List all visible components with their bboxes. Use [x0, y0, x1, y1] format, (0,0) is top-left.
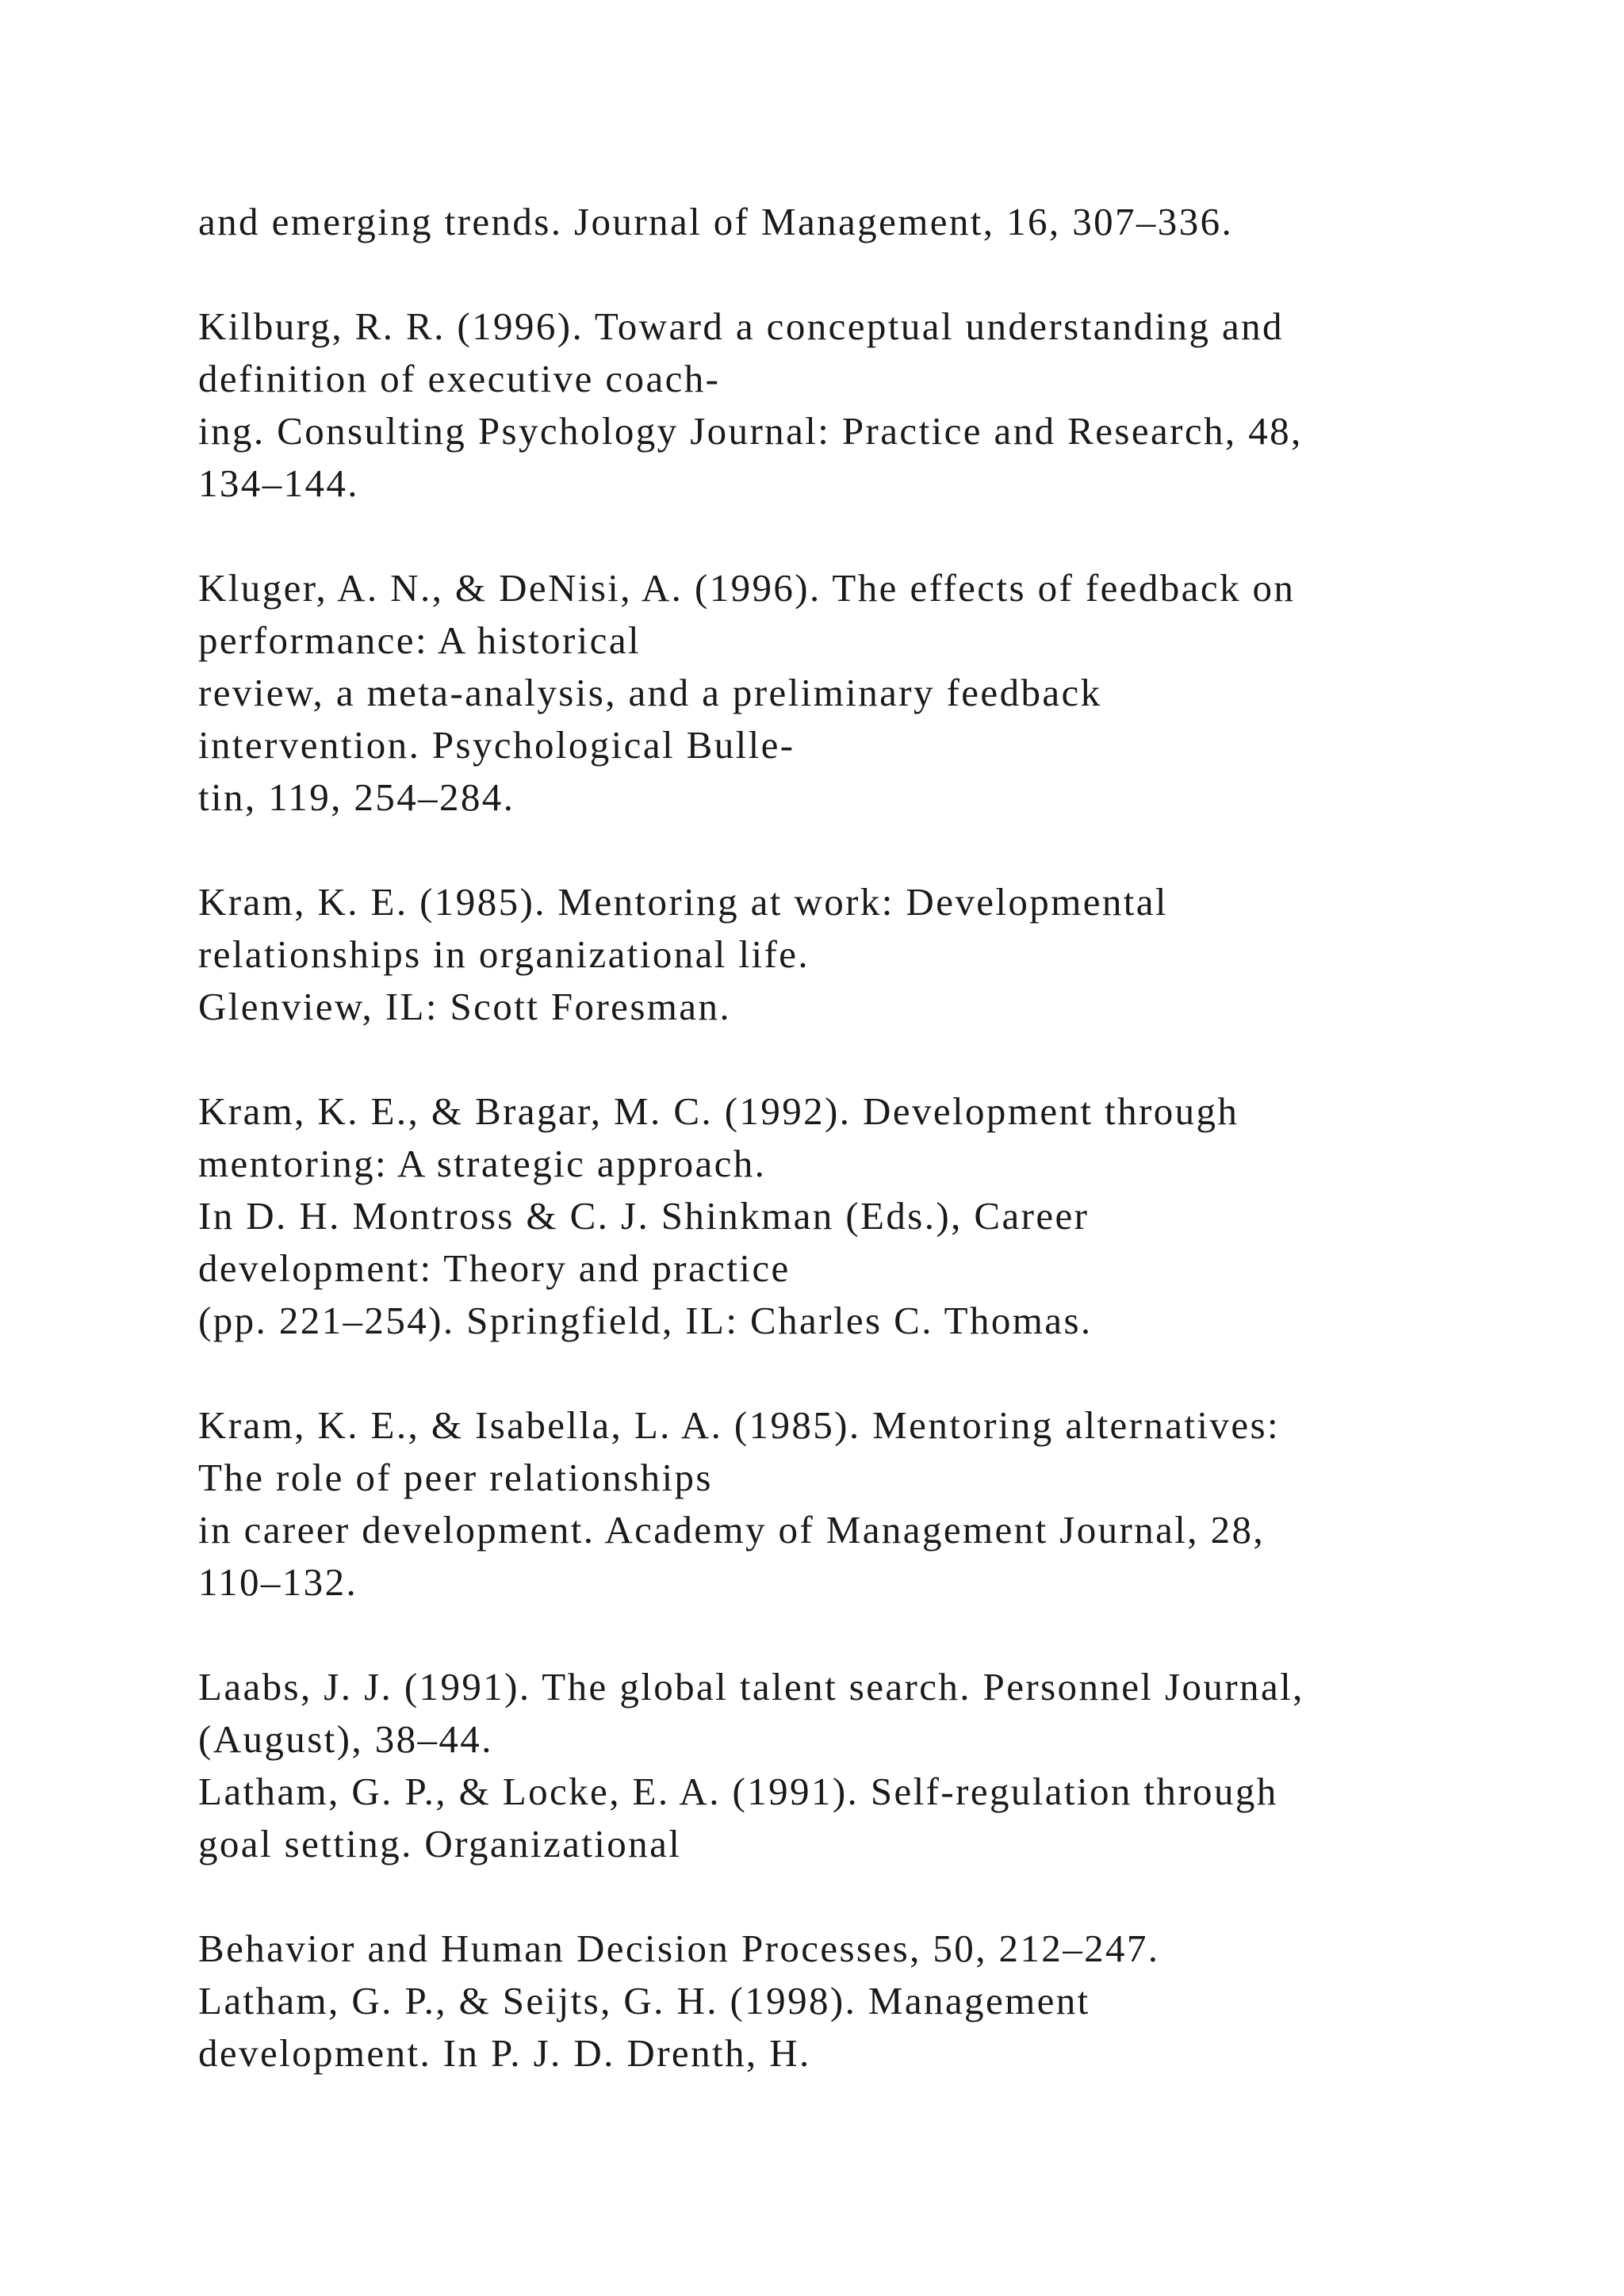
reference-line: tin, 119, 254–284. — [198, 775, 515, 819]
reference-line: In D. H. Montross & C. J. Shinkman (Eds.), Career — [198, 1194, 1090, 1238]
reference-line: performance: A historical — [198, 618, 641, 662]
reference-line: intervention. Psychological Bulle- — [198, 723, 795, 767]
reference-line: Kram, K. E., & Isabella, L. A. (1985). Mentoring alternatives: — [198, 1403, 1280, 1447]
reference-line: Kilburg, R. R. (1996). Toward a conceptual understanding and — [198, 304, 1284, 348]
reference-line: Kluger, A. N., & DeNisi, A. (1996). The effects of feedback on — [198, 566, 1296, 610]
reference-line: Latham, G. P., & Locke, E. A. (1991). Self-regulation through — [198, 1770, 1278, 1813]
reference-line: mentoring: A strategic approach. — [198, 1142, 767, 1185]
reference-line: The role of peer relationships — [198, 1456, 713, 1499]
reference-line: Kram, K. E. (1985). Mentoring at work: Developmental — [198, 880, 1168, 924]
paragraph-gap — [198, 510, 1562, 562]
reference-line: development. In P. J. D. Drenth, H. — [198, 2031, 811, 2075]
reference-list — [198, 196, 1562, 2080]
reference-line: development: Theory and practice — [198, 1246, 791, 1290]
paragraph-gap — [198, 1609, 1562, 1661]
reference-line: in career development. Academy of Management Journal, 28, — [198, 1508, 1266, 1552]
reference-line: Latham, G. P., & Seijts, G. H. (1998). Management — [198, 1979, 1090, 2022]
reference-line: (August), 38–44. — [198, 1717, 493, 1761]
reference-line: 110–132. — [198, 1560, 358, 1604]
reference-line: Laabs, J. J. (1991). The global talent search. Personnel Journal, — [198, 1665, 1304, 1709]
reference-line: ing. Consulting Psychology Journal: Practice and Research, 48, — [198, 409, 1303, 453]
reference-line: relationships in organizational life. — [198, 932, 810, 976]
reference-line: review, a meta-analysis, and a preliminary feedback — [198, 671, 1102, 714]
paragraph-gap — [198, 1870, 1562, 1923]
reference-line: Glenview, IL: Scott Foresman. — [198, 985, 732, 1028]
reference-line: 134–144. — [198, 461, 359, 505]
paragraph-gap — [198, 1033, 1562, 1085]
reference-line: definition of executive coach- — [198, 357, 721, 400]
paragraph-gap — [198, 1347, 1562, 1399]
reference-line: goal setting. Organizational — [198, 1822, 682, 1866]
reference-line: Kram, K. E., & Bragar, M. C. (1992). Development through — [198, 1089, 1239, 1133]
reference-line: (pp. 221–254). Springfield, IL: Charles C. Thomas. — [198, 1299, 1093, 1342]
paragraph-gap — [198, 824, 1562, 876]
reference-line: Behavior and Human Decision Processes, 50, 212–247. — [198, 1927, 1160, 1970]
reference-line: and emerging trends. Journal of Management, 16, 307–336. — [198, 200, 1234, 243]
paragraph-gap — [198, 248, 1562, 300]
